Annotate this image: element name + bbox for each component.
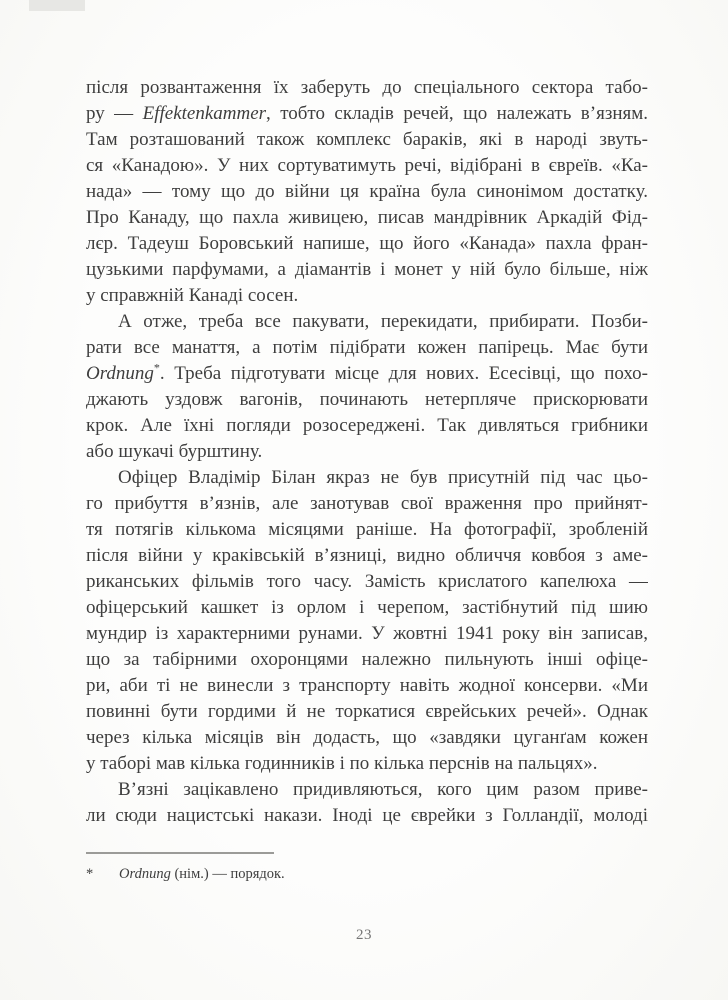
text-line: Про Канаду, що пахла живицею, писав мандрівник Аркадій Фід- (86, 207, 648, 228)
text-line: Ordnung*. Треба підготувати місце для нових. Есесівці, що похо- (86, 361, 648, 384)
text-line: ся «Канадою». У них сортуватимуть речі, відібрані в євреїв. «Ка- (86, 155, 648, 176)
text-line: го прибуття в’язнів, але занотував свої враження про прийнят- (86, 493, 648, 514)
text-line: крок. Але їхні погляди розосереджені. Так дивляться грибники (86, 415, 648, 436)
text-line: після розвантаження їх заберуть до спеціального сектора табо- (86, 77, 648, 98)
text-line: ли сюди нацистські накази. Іноді це єврейки з Голландії, молоді (86, 805, 648, 826)
text-line: мундир із характерними рунами. У жовтні 1941 року він записав, (86, 623, 648, 644)
text-line: джають уздовж вагонів, починають нетерпляче прискорювати (86, 389, 648, 410)
scan-artifact-mark (29, 0, 85, 11)
text-line: В’язні зацікавлено придивляються, кого цим разом приве- (118, 779, 648, 800)
text-line: риканських фільмів того часу. Замість крислатого капелюха — (86, 571, 648, 592)
text-line: рати все манаття, а потім підібрати кожен папірець. Має бути (86, 337, 648, 358)
text-line: ри, аби ті не винесли з транспорту навіть жодної консерви. «Ми (86, 675, 648, 696)
text-line: Офіцер Владімір Білан якраз не був присутній під час цьо- (118, 467, 648, 488)
text-line: тя потягів кількома місяцями раніше. На фотографії, зробленій (86, 519, 648, 540)
text-line: через кілька місяців він додасть, що «завдяки цуганґам кожен (86, 727, 648, 748)
text-line: що за табірними охоронцями належно пильнують інші офіце- (86, 649, 648, 670)
text-line: або шукачі бурштину. (86, 441, 263, 462)
footnote-text: Ordnung (нім.) — порядок. (119, 866, 285, 882)
footnote (86, 852, 285, 883)
text-line: А отже, треба все пакувати, перекидати, прибирати. Позби- (118, 311, 648, 332)
text-line: лєр. Тадеуш Боровський напише, що його «Канада» пахла фран- (86, 233, 648, 254)
text-line: ру — Effektenkammer, тобто складів речей, що належать в’язням. (86, 103, 648, 124)
text-line: Там розташований також комплекс бараків, які в народі звуть- (86, 129, 648, 150)
footnote-divider (86, 852, 274, 854)
text-line: у справжній Канаді сосен. (86, 285, 299, 306)
footnote-line (86, 865, 285, 883)
text-line: цузькими парфумами, а діамантів і монет у ній було більше, ніж (86, 259, 648, 280)
text-line: у таборі мав кілька годинників і по кілька перснів на пальцях». (86, 753, 598, 774)
page-number: 23 (356, 927, 372, 943)
text-line: після війни у краківській в’язниці, видно обличчя ковбоя з аме- (86, 545, 648, 566)
text-line: нада» — тому що до війни ця країна була синонімом достатку. (86, 181, 648, 202)
text-block (86, 75, 648, 829)
text-line: повинні бути гордими й не торкатися єврейських речей». Однак (86, 701, 648, 722)
footnote-marker: * (86, 866, 94, 882)
text-line: офіцерський кашкет із орлом і черепом, застібнутий під шию (86, 597, 648, 618)
